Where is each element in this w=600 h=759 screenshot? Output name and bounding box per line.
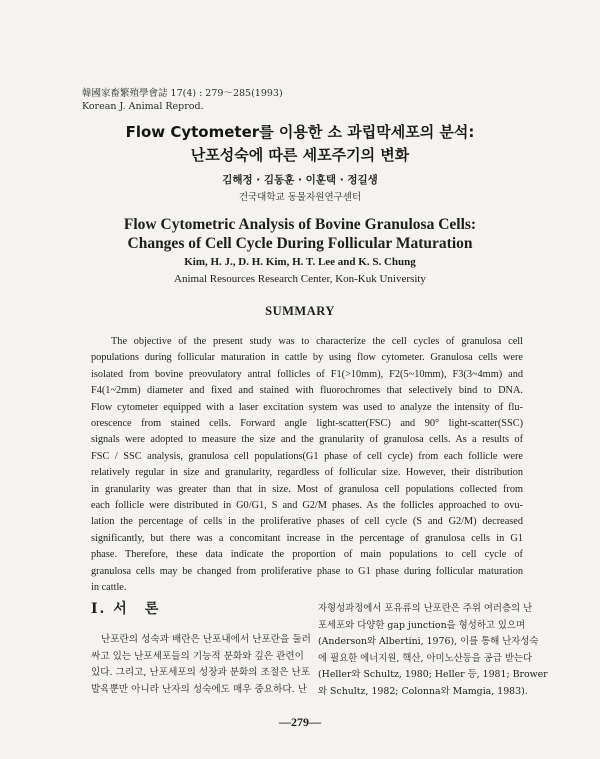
summary-line: lation the percentage of cells in the proliferative phases of cell cycle (S and G2/M) decreased	[91, 516, 523, 528]
summary-line: FSC / SSC analysis, granulosa cell populations(G1 phase of cell cycle) from each follicle were	[91, 450, 523, 462]
summary-heading: SUMMARY	[265, 304, 335, 318]
page-number: —279—	[279, 715, 321, 729]
summary-paragraph	[91, 334, 523, 597]
introduction-heading: I. 서 론	[91, 601, 161, 617]
journal-citation-english: Korean J. Animal Reprod.	[82, 101, 204, 112]
summary-line: signals were adopted to measure the size and the granularity of granulosa cells. As a results of	[91, 434, 523, 446]
introduction-left-column	[91, 632, 311, 698]
introduction-left-line: 있다. 그리고, 난포세포의 성장과 분화의 조절은 난포	[91, 667, 311, 679]
korean-title-line-1: Flow Cytometer를 이용한 소 과립막세포의 분석:	[125, 123, 475, 141]
introduction-right-line: 포세포와 다양한 gap junction을 형성하고 있으며	[318, 619, 526, 631]
korean-affiliation: 건국대학교 동물자원연구센터	[238, 192, 362, 203]
summary-line: orescence from stained cells. Forward angle light-scatter(FSC) and 90° light-scatter(SSC)	[91, 418, 523, 430]
introduction-right-line: 에 필요한 에너지원, 핵산, 아미노산등을 공급 받는다	[318, 652, 533, 664]
english-authors: Kim, H. J., D. H. Kim, H. T. Lee and K. S. Chung	[184, 256, 416, 268]
english-title-line-1: Flow Cytometric Analysis of Bovine Granulosa Cells:	[123, 216, 477, 233]
introduction-right-line: (Anderson와 Albertini, 1976), 이를 통해 난자성숙	[318, 636, 539, 648]
english-affiliation: Animal Resources Research Center, Kon-Kuk University	[174, 273, 426, 285]
introduction-left-line: 싸고 있는 난포세포들의 기능적 분화와 깊은 관련이	[91, 650, 304, 662]
introduction-right-column	[318, 601, 548, 701]
introduction-right-line: 자형성과정에서 포유류의 난포란은 주위 여러층의 난	[318, 603, 533, 614]
summary-line: F4(1~2mm) diameter and fixed and stained with fluorochromes that selectively bind to DNA.	[91, 385, 523, 397]
introduction-left-line: 발육뿐만 아니라 난자의 성숙에도 매우 중요하다. 난	[91, 683, 307, 695]
summary-line: phase. Therefore, these data indicate the proportion of main populations to cell cycle of	[91, 549, 523, 561]
introduction-right-line: (Heller와 Schultz, 1980; Heller 등, 1981; Brower	[318, 669, 548, 681]
summary-line: isolated from bovine preovulatory antral follicles of F1(>10mm), F2(5~10mm), F3(3~4mm) and	[91, 368, 523, 380]
summary-line: Flow cytometer equipped with a laser excitation system was used to analyze the intensity of flu-	[91, 401, 523, 413]
journal-citation	[82, 87, 283, 113]
introduction-left-line: 난포란의 성숙과 배란은 난포내에서 난포란을 둘러	[101, 634, 311, 645]
summary-line: populations during follicular maturation in cattle by using flow cytometer. Granulosa cells were	[91, 352, 523, 364]
introduction-right-line: 와 Schultz, 1982; Colonna와 Mamgia, 1983).	[318, 685, 528, 697]
journal-citation-korean: 韓國家畜繁殖學會誌 17(4) : 279～285(1993)	[82, 88, 283, 99]
summary-line: granulosa cells may be changed from proliferative phase to G1 phase during follicular maturation	[91, 565, 523, 577]
summary-line: each follicle were distributed in G0/G1, S and G2/M phases. As the follicles approached to ovu-	[91, 500, 523, 512]
summary-line: in cattle.	[91, 582, 127, 594]
summary-line: The objective of the present study was to characterize the cell cycles of granulosa cell	[111, 336, 523, 347]
korean-title-line-2: 난포성숙에 따른 세포주기의 변화	[190, 146, 410, 164]
summary-line: relatively regular in size and granularity, regardless of follicular size. However, their distribution	[91, 467, 523, 479]
korean-authors: 김해정 · 김동훈 · 이훈택 · 정길생	[222, 174, 378, 186]
summary-line: significantly, but there was a concomitant increase in the percentage of granulosa cells in G1	[91, 532, 523, 544]
summary-line: in granularity was greater than that in size. Most of granulosa cell populations collected from	[91, 483, 523, 495]
english-title-line-2: Changes of Cell Cycle During Follicular Maturation	[127, 235, 473, 252]
